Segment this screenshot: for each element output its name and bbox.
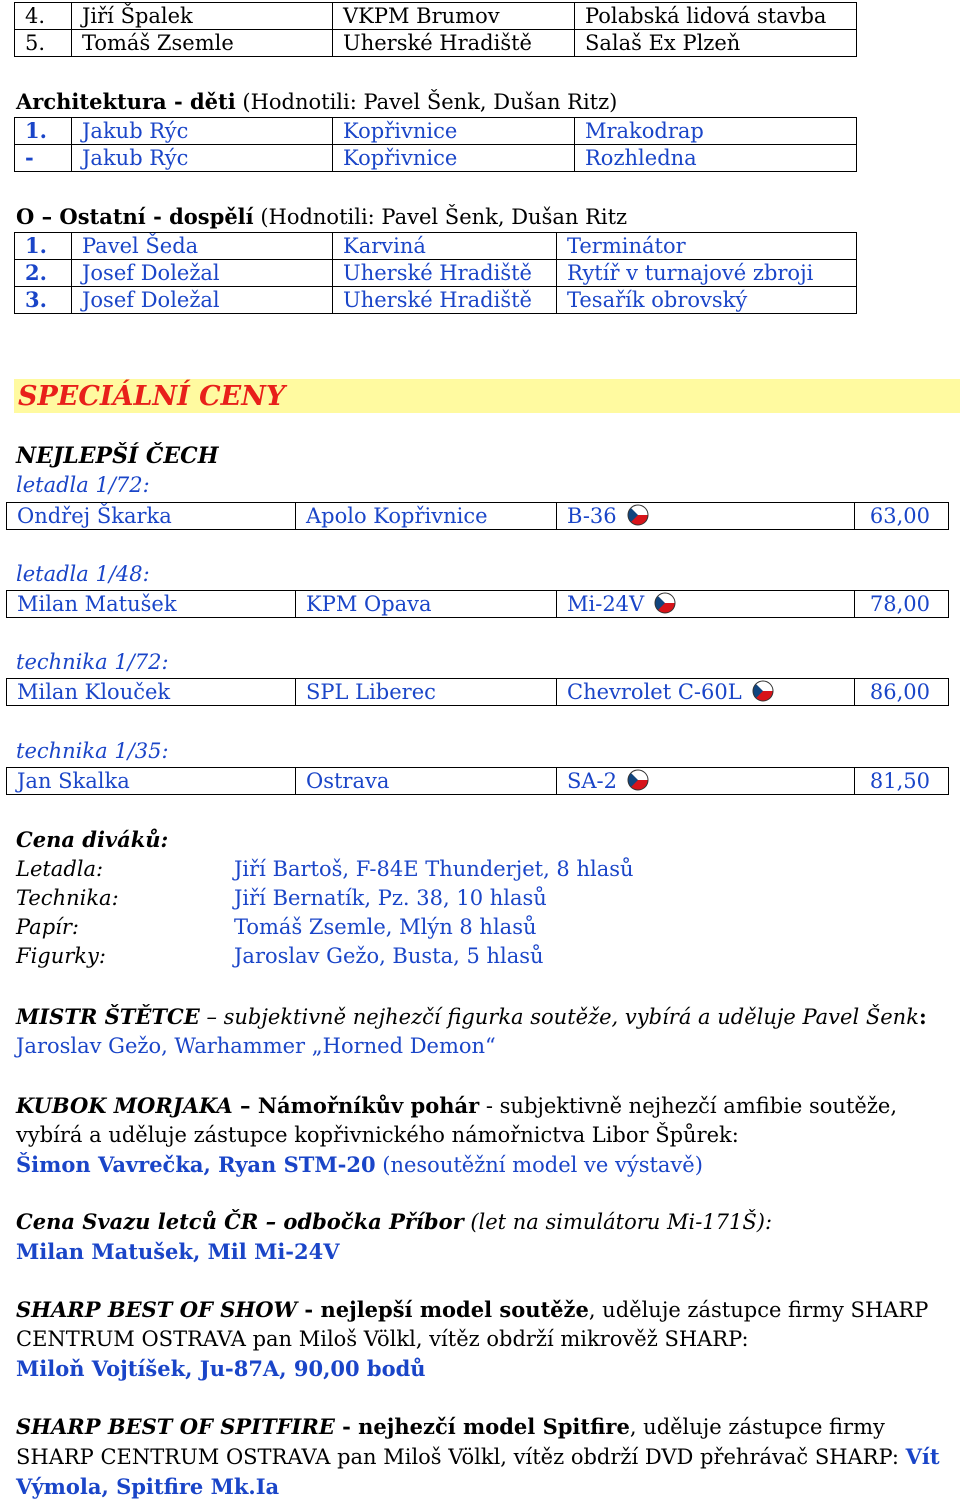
results-table-other-adults (14, 232, 857, 314)
award-winner: Milan Matušek, Mil Mi-24V (16, 1239, 340, 1264)
score-cell: 81,50 (855, 768, 949, 795)
score-cell: 78,00 (855, 591, 949, 618)
table-row (15, 287, 857, 314)
audience-label: Papír: (16, 915, 79, 939)
group-label: technika 1/35: (16, 739, 169, 763)
sharp-spitfire-paragraph (16, 1412, 956, 1502)
banner-title: SPECIÁLNÍ CENY (18, 381, 286, 412)
award-subtitle: - nejlepší model soutěže (297, 1297, 589, 1322)
section-title-bold: O – Ostatní - dospělí (16, 204, 254, 229)
audience-label: Figurky: (16, 944, 106, 968)
table-row (15, 3, 857, 30)
table-row (15, 30, 857, 57)
club-cell: Uherské Hradiště (333, 260, 557, 287)
table-row (7, 679, 949, 706)
club-cell: VKPM Brumov (333, 3, 575, 30)
rank-cell: 4. (15, 3, 72, 30)
award-dash: – (232, 1093, 258, 1118)
award-subtitle: - nejhezčí model Spitfire (334, 1414, 630, 1439)
section-title-bold: Architektura - děti (16, 89, 236, 114)
rank-cell: 1. (15, 118, 72, 145)
model-cell: Rytíř v turnajové zbroji (557, 260, 857, 287)
audience-heading: Cena diváků: (16, 827, 169, 852)
name-cell: Milan Matušek (7, 591, 296, 618)
model-cell: Mrakodrap (575, 118, 857, 145)
name-cell: Josef Doležal (72, 287, 333, 314)
name-cell: Jakub Rýc (72, 118, 333, 145)
group-label: technika 1/72: (16, 650, 169, 674)
table-row (7, 503, 949, 530)
special-row-table (6, 502, 949, 530)
rank-cell: 3. (15, 287, 72, 314)
czech-flag-icon (654, 592, 676, 614)
special-row-table (6, 590, 949, 618)
table-row (15, 260, 857, 287)
model-cell: Polabská lidová stavba (575, 3, 857, 30)
award-description: – subjektivně nejhezčí figurka soutěže, vybírá a uděluje Pavel Šenk (199, 1005, 919, 1029)
special-awards-banner (14, 379, 960, 413)
model-cell (557, 768, 855, 795)
name-cell: Jan Skalka (7, 768, 296, 795)
model-name: B-36 (567, 504, 617, 528)
audience-value: Jiří Bernatík, Pz. 38, 10 hlasů (234, 886, 547, 910)
table-row (15, 118, 857, 145)
group-label: letadla 1/72: (16, 473, 150, 497)
award-title: Cena Svazu letců ČR – odbočka Příbor (16, 1209, 464, 1234)
club-cell: Karviná (333, 233, 557, 260)
kubok-paragraph (16, 1091, 956, 1180)
club-cell: Apolo Kopřivnice (296, 503, 557, 530)
award-description: , uděluje zástupce firmy SHARP CENTRUM OSTRAVA pan Miloš Völkl, vítěz obdrží mikrověž SHARP: (16, 1298, 929, 1351)
club-cell: Kopřivnice (333, 118, 575, 145)
club-cell: Uherské Hradiště (333, 287, 557, 314)
award-winner: Miloň Vojtíšek, Ju-87A, 90,00 bodů (16, 1356, 426, 1381)
rank-cell: 2. (15, 260, 72, 287)
section-title-judges: (Hodnotili: Pavel Šenk, Dušan Ritz (253, 205, 628, 229)
award-winner: Šimon Vavrečka, Ryan STM-20 (16, 1152, 376, 1177)
audience-value: Tomáš Zsemle, Mlýn 8 hlasů (234, 915, 537, 939)
mistr-paragraph (16, 1002, 956, 1061)
table-row (15, 145, 857, 172)
audience-value: Jiří Bartoš, F-84E Thunderjet, 8 hlasů (234, 857, 634, 881)
section-title-arch-kids (16, 89, 617, 114)
czech-flag-icon (752, 680, 774, 702)
audience-value: Jaroslav Gežo, Busta, 5 hlasů (234, 944, 544, 968)
model-cell: Salaš Ex Plzeň (575, 30, 857, 57)
club-cell: KPM Opava (296, 591, 557, 618)
award-winner: Jaroslav Gežo, Warhammer „Horned Demon“ (16, 1034, 496, 1058)
audience-label: Technika: (16, 886, 119, 910)
model-cell (557, 503, 855, 530)
award-subtitle: Námořníkův pohár (257, 1093, 480, 1118)
section-title-judges: (Hodnotili: Pavel Šenk, Dušan Ritz) (235, 90, 618, 114)
club-cell: Uherské Hradiště (333, 30, 575, 57)
award-title: SHARP BEST OF SHOW (16, 1297, 298, 1322)
special-row-table (6, 767, 949, 795)
name-cell: Josef Doležal (72, 260, 333, 287)
award-winner: Vít Výmola, Spitfire Mk.Ia (16, 1444, 940, 1499)
sharp-show-paragraph (16, 1295, 956, 1384)
club-cell: SPL Liberec (296, 679, 557, 706)
name-cell: Jakub Rýc (72, 145, 333, 172)
award-title: SHARP BEST OF SPITFIRE (16, 1414, 335, 1439)
rank-cell: 5. (15, 30, 72, 57)
name-cell: Ondřej Škarka (7, 503, 296, 530)
svaz-paragraph (16, 1207, 956, 1267)
name-cell: Jiří Špalek (72, 3, 333, 30)
rank-cell: - (15, 145, 72, 172)
table-row (7, 591, 949, 618)
best-czech-heading: NEJLEPŠÍ ČECH (16, 443, 219, 469)
model-name: SA-2 (567, 769, 618, 793)
score-cell: 86,00 (855, 679, 949, 706)
award-title: KUBOK MORJAKA (16, 1093, 233, 1118)
rank-cell: 1. (15, 233, 72, 260)
table-row (7, 768, 949, 795)
results-table-top (14, 2, 857, 57)
table-row (15, 233, 857, 260)
audience-label: Letadla: (16, 857, 104, 881)
model-cell (557, 591, 855, 618)
special-row-table (6, 678, 949, 706)
czech-flag-icon (627, 504, 649, 526)
name-cell: Milan Klouček (7, 679, 296, 706)
award-description: (let na simulátoru Mi-171Š): (463, 1210, 773, 1234)
score-cell: 63,00 (855, 503, 949, 530)
club-cell: Kopřivnice (333, 145, 575, 172)
award-colon: : (918, 1004, 927, 1029)
name-cell: Tomáš Zsemle (72, 30, 333, 57)
club-cell: Ostrava (296, 768, 557, 795)
model-name: Chevrolet C-60L (567, 680, 742, 704)
award-title: MISTR ŠTĚTCE (16, 1004, 200, 1029)
group-label: letadla 1/48: (16, 562, 150, 586)
czech-flag-icon (627, 769, 649, 791)
name-cell: Pavel Šeda (72, 233, 333, 260)
award-description: , uděluje zástupce firmy SHARP CENTRUM OSTRAVA pan Miloš Völkl, vítěz obdrží DVD přehrávač SHARP: (16, 1415, 906, 1469)
section-title-other-adults (16, 204, 627, 229)
model-cell (557, 679, 855, 706)
award-note: (nesoutěžní model ve výstavě) (375, 1153, 703, 1177)
model-cell: Rozhledna (575, 145, 857, 172)
model-name: Mi-24V (567, 592, 645, 616)
award-description: - subjektivně nejhezčí amfibie soutěže, vybírá a uděluje zástupce kopřivnického námořnictva Libor Špůrek: (16, 1094, 897, 1147)
results-table-arch-kids (14, 117, 857, 172)
model-cell: Terminátor (557, 233, 857, 260)
model-cell: Tesařík obrovský (557, 287, 857, 314)
